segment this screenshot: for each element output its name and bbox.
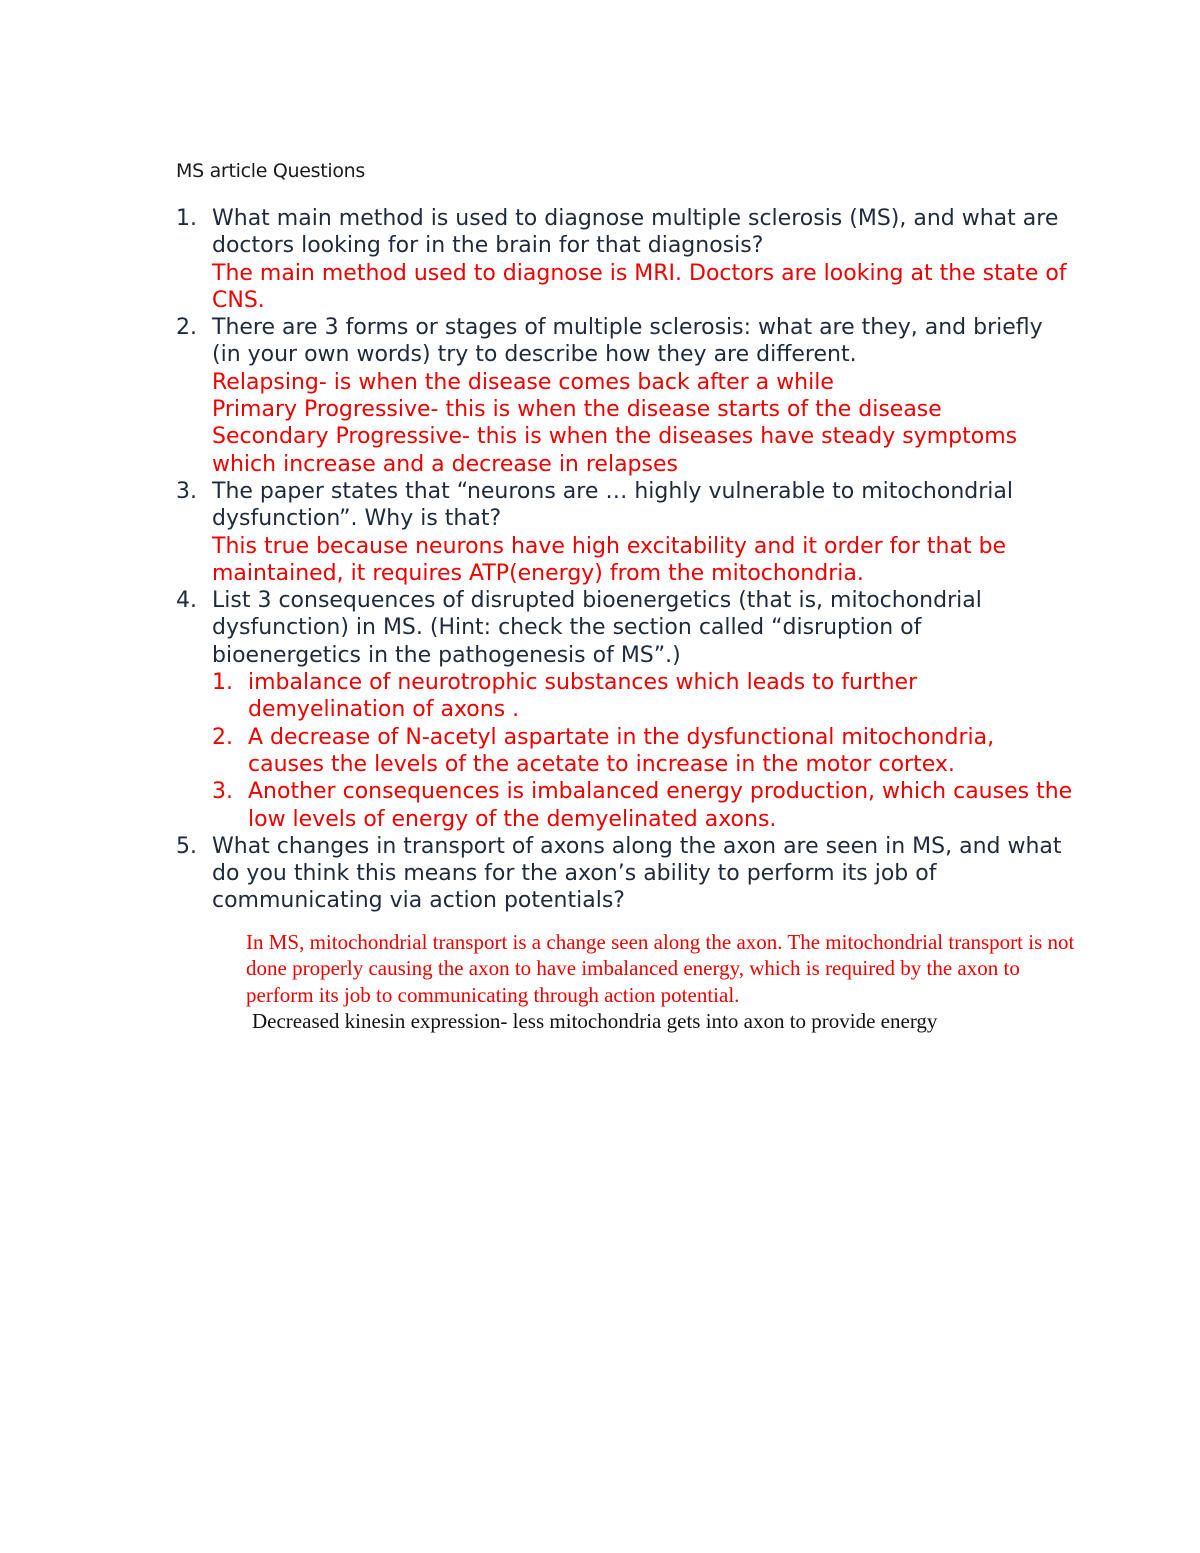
question-text: There are 3 forms or stages of multiple sclerosis: what are they, and briefly (in your own words) try to describe how they are different. [212,315,1043,368]
consequence-text: Another consequences is imbalanced energy production, which causes the low levels of energy of the demyelinated axons. [248,779,1073,832]
consequence-list [212,669,1076,833]
question-item-1 [176,205,1076,314]
answer-text: Relapsing- is when the disease comes back after a while [212,369,834,395]
question-list [176,205,1076,1035]
question-text: List 3 consequences of disrupted bioenergetics (that is, mitochondrial dysfunction) in MS. (Hint: check the section called “disruption of bioenergetics in the pathogenesis of MS”.) [212,588,982,668]
answer-text: This true because neurons have high excitability and it order for that be maintained, it requires ATP(energy) from the mitochondria. [212,533,1007,586]
document-title: MS article Questions [176,160,366,182]
question-text: The paper states that “neurons are … highly vulnerable to mitochondrial dysfunction”. Why is that? [212,478,1013,532]
question-number: 2. [176,315,197,341]
answer-text: In MS, mitochondrial transport is a change seen along the axon. The mitochondrial transport is not done properly causing the axon to have imbalanced energy, which is required by the axon to perform its job to communicating through action potential. [246,929,1075,1007]
question-text: What main method is used to diagnose multiple sclerosis (MS), and what are doctors looking for in the brain for that diagnosis? [212,206,1059,259]
consequence-number: 3. [212,779,233,805]
consequence-text: imbalance of neurotrophic substances which leads to further demyelination of axons . [248,670,918,723]
question-item-4 [176,587,1076,833]
consequence-item [212,669,1076,724]
consequence-text: A decrease of N-acetyl aspartate in the dysfunctional mitochondria, causes the levels of the acetate to increase in the motor cortex. [248,724,995,777]
answer-text: Secondary Progressive- this is when the diseases have steady symptoms which increase and a decrease in relapses [212,424,1018,477]
consequence-number: 2. [212,724,233,750]
question-item-3 [176,478,1076,587]
question-number: 4. [176,588,197,614]
question-text: What changes in transport of axons along the axon are seen in MS, and what do you think this means for the axon’s ability to perform its job of communicating via action potentials? [212,833,1062,914]
question-number: 5. [176,833,197,859]
consequence-item [212,724,1076,779]
question-number: 3. [176,478,197,504]
question-item-2 [176,314,1076,478]
note-text: Decreased kinesin expression- less mitochondria gets into axon to provide energy [252,1009,938,1034]
question-item-5 [176,833,1076,1035]
question-number: 1. [176,206,197,231]
consequence-number: 1. [212,670,233,696]
answer-text: The main method used to diagnose is MRI. Doctors are looking at the state of CNS. [212,260,1067,313]
consequence-item [212,778,1076,833]
answer-text: Primary Progressive- this is when the disease starts of the disease [212,397,942,423]
